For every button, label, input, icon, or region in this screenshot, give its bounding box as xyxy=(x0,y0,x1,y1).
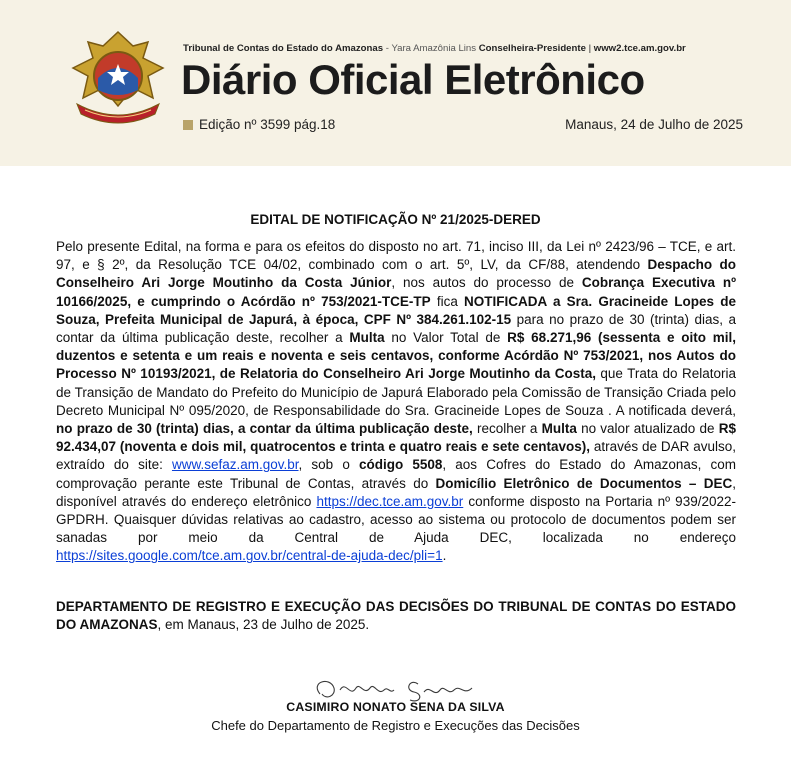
journal-header xyxy=(0,0,791,166)
body-bold-5: Multa xyxy=(349,330,385,346)
signer-role: Chefe do Departamento de Registro e Execuções das Decisões xyxy=(211,718,580,733)
closing-paragraph xyxy=(56,598,736,635)
president-title: Conselheira-Presidente xyxy=(478,43,586,54)
court-name: Tribunal de Contas do Estado do Amazonas xyxy=(183,43,384,54)
help-center-link[interactable]: https://sites.google.com/tce.am.gov.br/central-de-ajuda-dec/pli=1 xyxy=(56,548,443,564)
body-text-3: fica xyxy=(430,293,465,309)
topline-pipe: | xyxy=(585,43,594,54)
body-bold-4: NOTIFICADA a Sra. Gracineide Lopes de Souza, Prefeita Municipal de Japurá, à época, CPF Nº 384.261.102-15 xyxy=(56,293,736,327)
topline-separator: - xyxy=(383,43,392,54)
body-bold-11: Domicílio Eletrônico de Documentos – DEC xyxy=(435,475,733,491)
dec-link[interactable]: https://dec.tce.am.gov.br xyxy=(316,493,464,509)
closing-department: DEPARTAMENTO DE REGISTRO E EXECUÇÃO DAS DECISÕES DO TRIBUNAL DE CONTAS DO ESTADO DO AMAZONAS xyxy=(56,599,736,633)
body-text-13: conforme disposto na Portaria nº 939/2022-GPDRH. Quaisquer dúvidas relativas ao cadastro, acesso ao sistema ou protocolo de documentos podem ser sanadas por meio da Central de Ajuda DEC, localizada no endereço xyxy=(56,493,736,546)
court-crest-icon xyxy=(63,28,173,128)
body-bold-10: código 5508 xyxy=(358,457,443,473)
body-text-11: , aos Cofres do Estado do Amazonas, com comprovação perante este Tribunal de Contas, através do xyxy=(56,457,737,491)
edition-label: Edição nº 3599 pág.18 xyxy=(199,117,336,132)
notice-body xyxy=(56,238,736,566)
header-topline xyxy=(183,43,686,54)
body-bold-1: Despacho do Conselheiro Ari Jorge Moutinho da Costa Júnior xyxy=(56,257,736,291)
closing-date: , em Manaus, 23 de Julho de 2025. xyxy=(157,617,370,633)
body-text-6: que Trata do Relatoria de Transição de Mandato do Prefeito do Município de Japurá Elaborado pela Comissão de Transição Criada pelo Decreto Municipal Nº 095/2020, de Responsabilidade do Sra. Gracineide Lopes de Souza . A notificada deverá, xyxy=(56,366,736,418)
publication-date: Manaus, 24 de Julho de 2025 xyxy=(565,117,743,132)
body-bold-7: no prazo de 30 (trinta) dias, a contar da última publicação deste, xyxy=(56,421,473,437)
sefaz-link[interactable]: www.sefaz.am.gov.br xyxy=(171,457,299,473)
body-text-9: através de DAR avulso, extraído do site: xyxy=(56,439,736,473)
edition-square-icon xyxy=(183,120,193,130)
body-text-14: . xyxy=(442,548,447,564)
body-bold-6: R$ 68.271,96 (sessenta e oito mil, duzentos e setenta e um reais e noventa e seis centavos, conforme Acórdão Nº 753/2021, nos Autos do Processo Nº 10193/2021, de Relatoria do Conselheiro Ari Jorge Moutinho da Costa, xyxy=(56,330,737,382)
body-text-2: , nos autos do processo de xyxy=(391,275,582,291)
body-bold-8: Multa xyxy=(541,421,577,437)
president-name: Yara Amazônia Lins xyxy=(391,43,477,54)
body-bold-9: R$ 92.434,07 (noventa e dois mil, quatrocentos e trinta e quatro reais e sete centavos), xyxy=(56,421,736,455)
journal-title: Diário Oficial Eletrônico xyxy=(181,56,645,103)
edition-info xyxy=(183,117,335,132)
body-text-4: para no prazo de 30 (trinta) dias, a contar da última publicação deste, recolher a xyxy=(56,311,737,346)
body-text-8: no valor atualizado de xyxy=(576,421,719,437)
body-text-7: recolher a xyxy=(472,421,542,437)
website-link[interactable]: www2.tce.am.gov.br xyxy=(593,43,686,54)
notice-title: EDITAL DE NOTIFICAÇÃO Nº 21/2025-DERED xyxy=(250,212,541,227)
body-bold-3: , e cumprindo o Acórdão nº 753/2021-TCE-TP xyxy=(127,293,431,309)
body-text-5: no Valor Total de xyxy=(384,330,508,346)
body-text-1: Pelo presente Edital, na forma e para os efeitos do disposto no art. 71, inciso III, da Lei nº 2423/96 – TCE, e art. 97, e § 2º, da Resolução TCE 04/02, combinado com o art. 5º, LV, da CF/88, atendendo xyxy=(56,239,736,273)
body-bold-2: Cobrança Executiva nº 10166/2025 xyxy=(56,275,737,309)
body-text-12: , disponível através do endereço eletrônico xyxy=(56,475,736,509)
signer-name: CASIMIRO NONATO SENA DA SILVA xyxy=(286,700,505,714)
body-text-10: , sob o xyxy=(298,457,359,473)
